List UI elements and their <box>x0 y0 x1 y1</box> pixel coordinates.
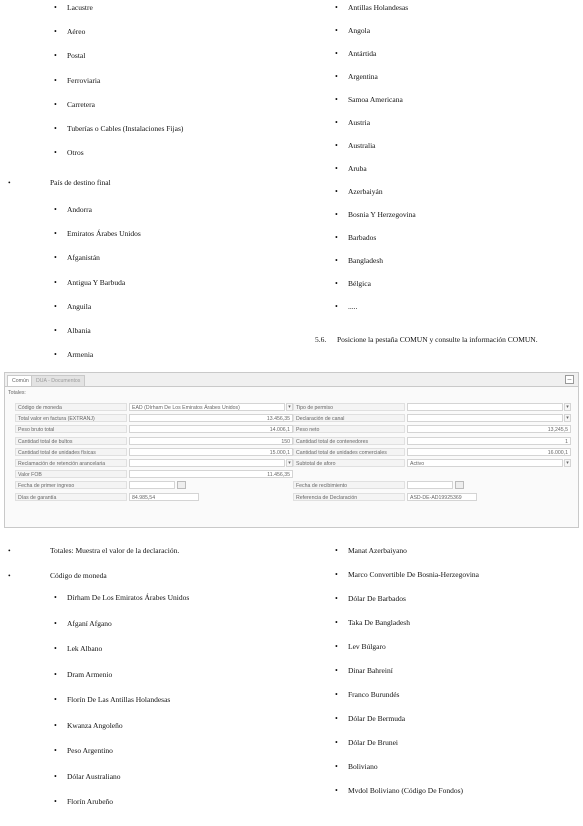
form-row <box>15 425 295 433</box>
list-item-text: Franco Burundés <box>348 690 400 699</box>
dropdown-arrow-icon[interactable]: ▾ <box>564 459 571 467</box>
form-row <box>15 448 295 456</box>
field-label: Reclamación de retención arancelaria <box>15 459 127 467</box>
list-item-text: Postal <box>67 51 86 61</box>
country-list-left <box>54 205 141 374</box>
input-field[interactable]: 13,245,5 <box>407 425 571 433</box>
list-item <box>54 618 189 628</box>
bullet-icon: • <box>335 786 338 795</box>
list-item <box>54 99 183 109</box>
list-item <box>335 72 416 81</box>
list-item-text: Mvdol Boliviano (Código De Fondos) <box>348 786 464 795</box>
list-item <box>54 277 141 287</box>
group-title: Totales: <box>8 390 26 396</box>
list-item-text: Tuberías o Cables (Instalaciones Fijas) <box>67 123 184 133</box>
transport-mode-list <box>54 3 184 172</box>
field-label: Código de moneda <box>15 403 127 411</box>
list-item <box>335 642 479 651</box>
list-item-text: Afganistán <box>67 253 100 263</box>
list-item-text: Austria <box>348 118 371 127</box>
list-item <box>335 118 416 127</box>
bullet-icon: • <box>335 95 338 104</box>
list-item <box>335 570 479 579</box>
list-item-text: Andorra <box>67 205 92 214</box>
input-field[interactable]: 16.000,1 <box>407 448 571 456</box>
bullet-icon: • <box>54 229 57 239</box>
list-item <box>54 75 183 85</box>
list-item <box>54 669 189 679</box>
list-item-text: Florín De Las Antillas Holandesas <box>67 695 171 704</box>
list-item <box>335 3 416 12</box>
bullet-icon: • <box>335 141 338 150</box>
form-row <box>15 437 295 445</box>
bullet-icon: • <box>54 618 57 628</box>
list-item-text: Barbados <box>348 233 377 242</box>
tab-dua-documentos[interactable]: DUA - Documentos <box>31 375 85 386</box>
list-item-text: Lev Búlgaro <box>348 642 386 651</box>
list-item <box>335 762 479 771</box>
field-label: Cantidad total de contenedores <box>293 437 405 445</box>
list-item <box>335 786 479 795</box>
input-field[interactable] <box>407 481 453 489</box>
bullet-icon: • <box>335 666 338 675</box>
list-item <box>54 593 190 602</box>
bullet-icon: • <box>54 644 57 653</box>
list-item <box>335 690 479 699</box>
list-item <box>335 256 416 265</box>
form-row <box>15 493 295 501</box>
list-item <box>335 302 416 311</box>
calendar-icon[interactable] <box>177 481 186 489</box>
select-field[interactable] <box>129 459 285 467</box>
bullet-icon: • <box>335 164 338 173</box>
moneda-heading: • Código de moneda <box>8 571 107 580</box>
list-item <box>335 26 416 35</box>
list-item <box>54 27 183 37</box>
list-item-text: Anguila <box>67 301 92 311</box>
list-item <box>335 164 416 173</box>
list-item <box>54 3 183 12</box>
form-row <box>15 459 295 467</box>
list-item-text: Dólar Australiano <box>67 771 121 781</box>
list-item-text: Bangladesh <box>348 256 383 265</box>
list-item-text: Afganí Afgano <box>67 618 112 628</box>
field-label: Cantidad total de bultos <box>15 437 127 445</box>
bullet-icon: • <box>335 233 338 242</box>
field-label: Días de garantía <box>15 493 127 501</box>
field-label: Total valor en factura (EXTRANJ) <box>15 414 127 422</box>
list-item-text: Kwanza Angoleño <box>67 720 123 730</box>
currency-list-right <box>335 546 479 810</box>
bullet-icon: • <box>54 695 57 704</box>
totales-description: • Totales: Muestra el valor de la declaración. <box>8 546 180 555</box>
bullet-icon: • <box>335 546 338 555</box>
tab-comun[interactable]: Común <box>7 375 34 386</box>
list-item-text: Lek Albano <box>67 644 103 653</box>
country-list-right <box>335 3 416 325</box>
list-item-text: Armenia <box>67 350 94 360</box>
list-item-text: Ferroviaria <box>67 75 101 85</box>
bullet-icon: • <box>335 714 338 723</box>
list-item <box>335 618 479 627</box>
bullet-icon: • <box>54 325 57 335</box>
bullet-icon: • <box>335 762 338 771</box>
bullet-icon: • <box>54 123 57 133</box>
list-item-text: Dram Armenio <box>67 669 113 679</box>
list-item-text: Carretera <box>67 99 95 109</box>
bullet-icon: • <box>54 771 57 781</box>
list-item <box>54 644 189 653</box>
bullet-icon: • <box>54 593 57 602</box>
form-row <box>15 470 295 478</box>
field-label: Peso bruto total <box>15 425 127 433</box>
bullet-icon: • <box>54 27 57 37</box>
field-label: Peso neto <box>293 425 405 433</box>
form-row <box>293 403 573 411</box>
collapse-icon[interactable]: – <box>565 375 574 384</box>
list-item-text: Manat Azerbaiyano <box>348 546 407 555</box>
list-item-text: Bosnia Y Herzegovina <box>348 210 416 219</box>
bullet-icon: • <box>54 99 57 109</box>
list-item <box>54 325 141 335</box>
list-item-text: Peso Argentino <box>67 746 113 755</box>
list-item-text: Angola <box>348 26 371 35</box>
field-label: Subtotal de aforo <box>293 459 405 467</box>
dropdown-arrow-icon[interactable]: ▾ <box>564 414 571 422</box>
list-item-text: Boliviano <box>348 762 378 771</box>
input-field[interactable]: ASD-DE-AD19925369 <box>407 493 477 501</box>
input-field[interactable]: 15.000,1 <box>129 448 293 456</box>
bullet-icon: • <box>54 746 57 755</box>
bullet-icon: • <box>54 148 57 158</box>
bullet-icon: • <box>335 690 338 699</box>
field-label: Tipo de permiso <box>293 403 405 411</box>
list-item <box>54 229 141 239</box>
list-item-text: Emiratos Árabes Unidos <box>67 229 141 239</box>
dropdown-arrow-icon[interactable]: ▾ <box>286 403 293 411</box>
bullet-icon: • <box>335 738 338 747</box>
bullet-icon: • <box>54 3 57 12</box>
field-label: Valor FOB <box>15 470 127 478</box>
list-item-text: Argentina <box>348 72 378 81</box>
list-item <box>54 350 141 360</box>
list-item <box>54 720 189 730</box>
list-item <box>54 51 183 61</box>
select-field[interactable]: EAD (Dírham De Los Emiratos Árabes Unidos) <box>129 403 285 411</box>
field-label: Fecha de recibimiento <box>293 481 405 489</box>
list-item <box>54 148 183 158</box>
form-row <box>293 414 573 422</box>
list-item-text: Dírham De Los Emiratos Árabes Unidos <box>67 593 190 602</box>
form-row <box>15 403 295 411</box>
list-item <box>335 95 416 104</box>
list-item <box>335 666 479 675</box>
bullet-icon: • <box>54 669 57 679</box>
list-item <box>335 546 479 555</box>
list-item-text: Albania <box>67 325 91 335</box>
bullet-icon: • <box>54 797 57 806</box>
bullet-icon: • <box>335 49 338 58</box>
bullet-icon: • <box>335 570 338 579</box>
bullet-icon: • <box>54 277 57 287</box>
list-item-text: Otros <box>67 148 84 158</box>
bullet-icon: • <box>54 350 57 360</box>
bullet-icon: • <box>335 187 338 196</box>
dropdown-arrow-icon[interactable]: ▾ <box>286 459 293 467</box>
input-field[interactable] <box>129 481 175 489</box>
field-label: Cantidad total de unidades comerciales <box>293 448 405 456</box>
bullet-icon: • <box>8 178 11 187</box>
bullet-icon: • <box>54 75 57 85</box>
input-field[interactable]: 13.456,35 <box>129 414 293 422</box>
list-item-text: Aruba <box>348 164 367 173</box>
form-row <box>293 437 573 445</box>
list-item-text: Marco Convertible De Bosnia-Herzegovina <box>348 570 479 579</box>
list-item-text: Dinar Bahreiní <box>348 666 393 675</box>
list-item-text: Azerbaiyán <box>348 187 383 196</box>
list-item-text: Australia <box>348 141 376 150</box>
field-label: Referencia de Declaración <box>293 493 405 501</box>
bullet-icon: • <box>335 594 338 603</box>
bullet-icon: • <box>335 72 338 81</box>
bullet-icon: • <box>54 51 57 61</box>
input-field[interactable]: 14.006,1 <box>129 425 293 433</box>
form-row <box>15 414 295 422</box>
list-item-text: Antigua Y Barbuda <box>67 277 126 287</box>
field-label: Declaración de canal <box>293 414 405 422</box>
bullet-icon: • <box>335 210 338 219</box>
list-item <box>335 233 416 242</box>
bullet-icon: • <box>54 301 57 311</box>
list-item-text: Dólar De Brunei <box>348 738 398 747</box>
list-item-text: ..... <box>348 302 358 311</box>
list-item <box>54 205 141 214</box>
list-item <box>54 301 141 311</box>
list-item-text: Florín Arubeño <box>67 797 114 806</box>
list-item <box>335 594 479 603</box>
select-field[interactable] <box>407 403 563 411</box>
form-row <box>15 481 295 489</box>
list-item-text: Dólar De Barbados <box>348 594 406 603</box>
form-row <box>293 448 573 456</box>
list-item <box>54 123 184 133</box>
list-item <box>335 738 479 747</box>
list-item <box>335 210 416 219</box>
form-row <box>293 425 573 433</box>
list-item-text: Samoa Americana <box>348 95 403 104</box>
dropdown-arrow-icon[interactable]: ▾ <box>564 403 571 411</box>
form-row <box>293 470 573 478</box>
bullet-icon: • <box>335 256 338 265</box>
list-item-text: Antillas Holandesas <box>348 3 409 12</box>
input-field[interactable]: 84.985,54 <box>129 493 199 501</box>
form-row <box>293 493 573 501</box>
bullet-icon: • <box>54 720 57 730</box>
list-item <box>54 797 189 806</box>
list-item <box>335 279 416 288</box>
input-field[interactable]: 11.456,35 <box>129 470 293 478</box>
list-item-text: Dólar De Bermuda <box>348 714 406 723</box>
comun-form-panel <box>4 372 579 528</box>
bullet-icon: • <box>8 571 11 580</box>
list-item <box>335 714 479 723</box>
list-item <box>335 49 416 58</box>
bullet-icon: • <box>335 3 338 12</box>
tab-bar <box>5 373 578 387</box>
input-field[interactable]: 1 <box>407 437 571 445</box>
list-item <box>335 141 416 150</box>
list-item-text: Taka De Bangladesh <box>348 618 410 627</box>
list-item-text: Lacustre <box>67 3 93 12</box>
list-item <box>54 695 189 704</box>
bullet-icon: • <box>54 205 57 214</box>
field-label: Cantidad total de unidades físicas <box>15 448 127 456</box>
list-item <box>54 253 141 263</box>
form-row <box>293 459 573 467</box>
select-field[interactable]: Activo <box>407 459 563 467</box>
currency-list-left <box>54 593 190 823</box>
list-item-text: Antártida <box>348 49 377 58</box>
list-item <box>54 771 189 781</box>
list-item-text: Bélgica <box>348 279 371 288</box>
bullet-icon: • <box>8 546 11 555</box>
list-item <box>54 746 189 755</box>
select-field[interactable] <box>407 414 563 422</box>
field-label: Fecha de primer ingreso <box>15 481 127 489</box>
bullet-icon: • <box>335 279 338 288</box>
bullet-icon: • <box>335 618 338 627</box>
form-row <box>293 481 573 489</box>
bullet-icon: • <box>335 302 338 311</box>
bullet-icon: • <box>335 642 338 651</box>
list-item-text: Aéreo <box>67 27 86 37</box>
calendar-icon[interactable] <box>455 481 464 489</box>
list-item <box>335 187 416 196</box>
input-field[interactable]: 150 <box>129 437 293 445</box>
bullet-icon: • <box>335 118 338 127</box>
bullet-icon: • <box>54 253 57 263</box>
bullet-icon: • <box>335 26 338 35</box>
